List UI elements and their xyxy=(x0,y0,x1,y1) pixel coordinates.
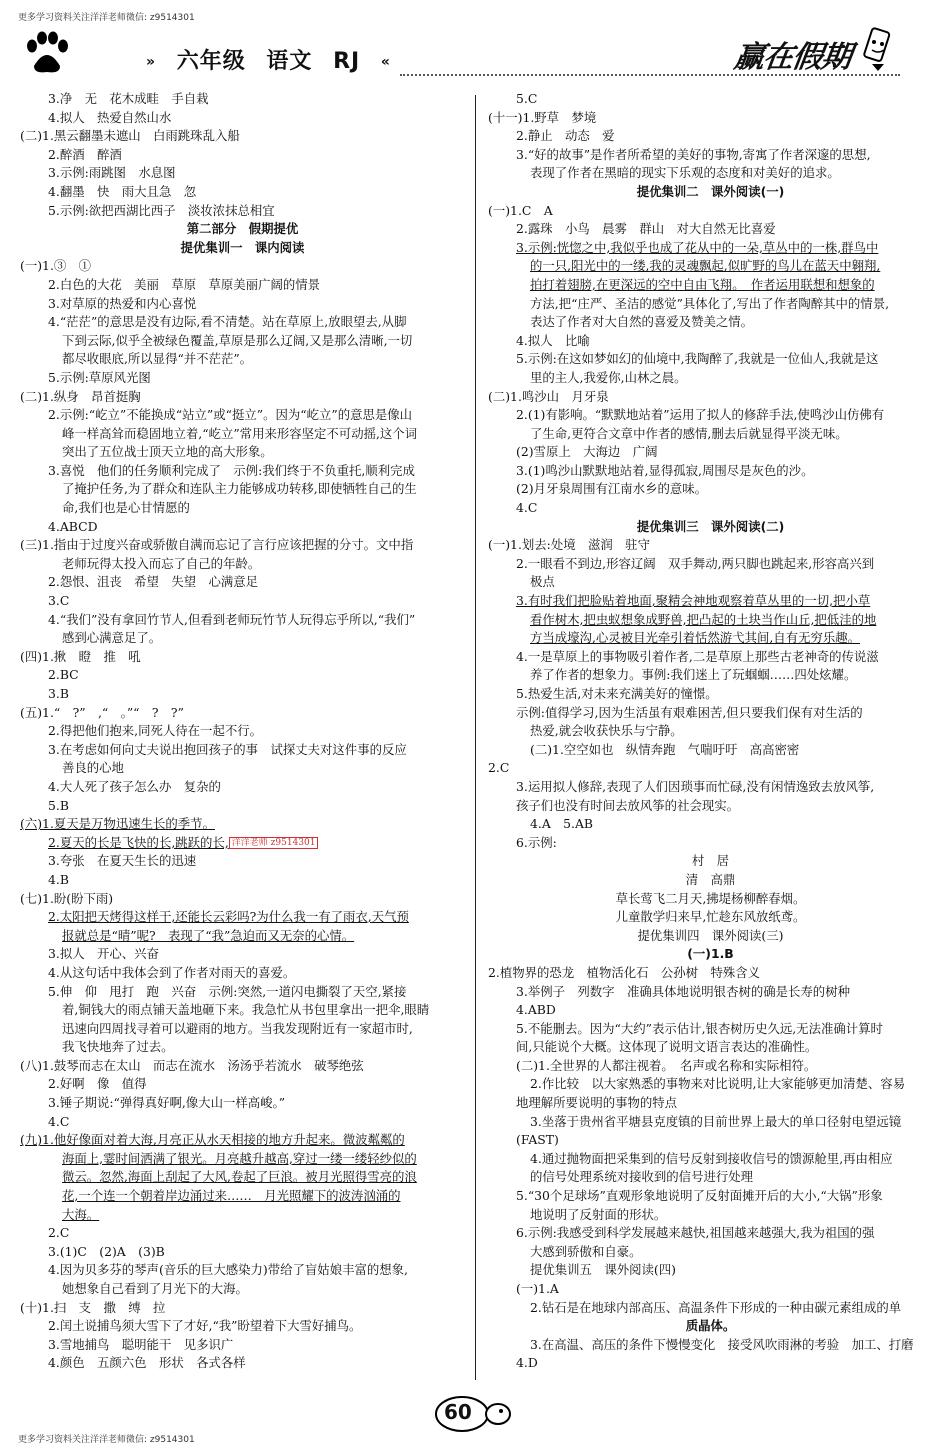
answer-line xyxy=(20,852,465,871)
answer-line xyxy=(488,1057,933,1076)
answer-text: 4.ABD xyxy=(516,1002,556,1018)
answers-left-column xyxy=(20,90,465,1373)
answer-line xyxy=(488,555,933,574)
answer-text: 3.夸张 在夏天生长的迅速 xyxy=(48,853,197,869)
answer-text: 质晶体。 xyxy=(685,1318,736,1334)
answer-text: 养了作者的想象力。事例:我们迷上了玩蝈蝈……四处炫耀。 xyxy=(530,667,857,683)
answer-text: 提优集训四 课外阅读(三) xyxy=(637,927,784,943)
answer-text: 4.A 5.AB xyxy=(530,816,594,832)
answers-right-column xyxy=(488,90,933,1373)
answer-text: 的一只,阳光中的一缕,我的灵魂飘起,似旷野的鸟儿在蓝天中翱翔, xyxy=(530,258,881,274)
answer-line xyxy=(488,1113,933,1132)
answer-text: 村 居 xyxy=(691,853,730,869)
answer-text: 2.白色的大花 美丽 草原 草原美丽广阔的情景 xyxy=(48,276,321,292)
answer-line xyxy=(488,871,933,890)
answer-text: (十一)1.野草 梦境 xyxy=(488,109,597,125)
answer-text: 峰一样高耸而稳固地立着,“屹立”常用来形容坚定不可动摇,这个词 xyxy=(62,425,418,441)
page-header xyxy=(0,22,950,82)
pencil-mascot-icon xyxy=(858,24,898,72)
answer-text: 她想象自己看到了月光下的大海。 xyxy=(62,1281,248,1296)
answer-line xyxy=(488,741,933,760)
answer-text: 提优集训三 课外阅读(二) xyxy=(636,518,785,534)
answer-text: 2.醉酒 醉酒 xyxy=(48,146,122,162)
brand-logo: 赢在假期 xyxy=(732,40,853,75)
answer-line xyxy=(488,1150,933,1169)
answer-text: (二)1.全世界的人都注视着。 名声或名称和实际相符。 xyxy=(516,1057,817,1073)
answer-line xyxy=(488,332,933,351)
answer-line xyxy=(20,722,465,741)
answer-line xyxy=(20,704,465,723)
answer-text: 清 高鼎 xyxy=(685,871,736,887)
answer-text: (一)1.B xyxy=(687,946,734,962)
answer-line xyxy=(488,908,933,927)
answer-text: 4.从这句话中我体会到了作者对雨天的喜爱。 xyxy=(48,964,296,980)
answer-line xyxy=(20,257,465,276)
answer-text: 草长莺飞二月天,拂堤杨柳醉春烟。 xyxy=(615,890,806,906)
answer-line xyxy=(20,1317,465,1336)
answer-text: 3.(1)C (2)A (3)B xyxy=(48,1243,165,1259)
header-title xyxy=(140,44,397,75)
answer-text: 4.颜色 五颜六色 形状 各式各样 xyxy=(48,1355,246,1371)
answer-text: 5.示例:欲把西湖比西子 淡妆浓抹总相宜 xyxy=(48,202,275,218)
answer-line xyxy=(20,350,465,369)
answer-text: 表达了作者对大自然的喜爱及赞美之情。 xyxy=(530,314,754,330)
answer-line xyxy=(488,164,933,183)
answer-line xyxy=(488,90,933,109)
answer-text: 花,一个连一个朝着岸边涌过来…… 月光照耀下的波涛汹涌的 xyxy=(62,1188,401,1204)
answer-line xyxy=(20,1206,465,1225)
answer-text: (一)1.③ ① xyxy=(20,258,92,274)
answer-line xyxy=(20,1131,465,1150)
answer-line xyxy=(488,1280,933,1299)
answer-line xyxy=(488,629,933,648)
answer-text: 2.闰土说捕鸟须大雪下了才好,“我”盼望着下大雪好捕鸟。 xyxy=(48,1318,362,1334)
answer-line xyxy=(20,1187,465,1206)
answer-line xyxy=(488,685,933,704)
answer-line xyxy=(20,1280,465,1299)
answer-text: 4.B xyxy=(48,871,69,887)
answer-text: 方法,把“庄严、圣洁的感觉”具体化了,写出了作者陶醉其中的情景, xyxy=(530,295,890,311)
answer-text: 4.因为贝多芬的琴声(音乐的巨大感染力)带给了盲姑娘丰富的想象, xyxy=(48,1262,408,1278)
answer-line xyxy=(488,1243,933,1262)
answer-line xyxy=(488,1038,933,1057)
answer-line xyxy=(20,1057,465,1076)
answer-text: 3.净 无 花木成畦 手自栽 xyxy=(48,91,209,106)
answer-line xyxy=(20,815,465,834)
answer-text: 4.大人死了孩子怎么办 复杂的 xyxy=(48,778,221,794)
answer-text: (二)1.黑云翻墨未遮山 白雨跳珠乱入船 xyxy=(20,128,240,144)
answer-text: 2.植物界的恐龙 植物活化石 公孙树 特殊含义 xyxy=(488,964,761,980)
answer-line xyxy=(20,834,465,853)
answer-line xyxy=(488,257,933,276)
answer-text: 3.拟人 开心、兴奋 xyxy=(48,946,159,962)
answer-text: 拍打着翅膀,在更深远的空中自由飞翔。 作者运用联想和想象的 xyxy=(530,276,875,292)
answer-line xyxy=(20,443,465,462)
answer-line xyxy=(20,945,465,964)
answer-text: 3.(1)鸣沙山默默地站着,显得孤寂,周围尽是灰色的沙。 xyxy=(516,462,814,478)
answer-text: 的信号处理系统对接收到的信号进行处理 xyxy=(530,1169,754,1185)
answer-text: 3.喜悦 他们的任务顺利完成了 示例:我们终于不负重托,顺利完成 xyxy=(48,462,415,478)
answer-line xyxy=(20,592,465,611)
answer-text: 3.运用拟人修辞,表现了人们因琐事而忙碌,没有闲情逸致去放风筝, xyxy=(516,778,875,794)
answer-line xyxy=(20,499,465,518)
answer-line xyxy=(488,1020,933,1039)
answer-line xyxy=(488,276,933,295)
answer-text: 极点 xyxy=(530,574,555,590)
answer-line xyxy=(488,1001,933,1020)
answer-text: 5.示例:草原风光图 xyxy=(48,369,151,385)
answer-text: 5.示例:在这如梦如幻的仙境中,我陶醉了,我就是一位仙人,我就是这 xyxy=(516,351,879,367)
answer-line xyxy=(488,425,933,444)
answer-text: 4.ABCD xyxy=(48,518,98,534)
answer-line xyxy=(20,462,465,481)
answer-text: 3.C xyxy=(48,593,70,609)
answer-line xyxy=(488,388,933,407)
answer-line xyxy=(488,945,933,964)
answer-line xyxy=(488,1094,933,1113)
answer-line xyxy=(488,834,933,853)
answer-text: (2)雪原上 大海边 广阔 xyxy=(516,444,658,460)
answer-line xyxy=(488,890,933,909)
answer-text: 2.夏天的长是飞快的长,跳跃的长, xyxy=(48,834,229,850)
answer-text: 3.坐落于贵州省平塘县克度镇的目前世界上最大的单口径射电望远镜 xyxy=(530,1113,902,1129)
answer-line xyxy=(488,1336,933,1355)
answer-line xyxy=(20,127,465,146)
answer-text: 3.示例:雨跳图 水息图 xyxy=(48,165,176,181)
answer-line xyxy=(20,1020,465,1039)
answer-line xyxy=(20,146,465,165)
answer-line xyxy=(488,146,933,165)
answer-text: 热爱,就会收获快乐与宁静。 xyxy=(530,723,683,739)
answer-line xyxy=(488,611,933,630)
paw-icon xyxy=(22,30,72,76)
answer-line xyxy=(20,1150,465,1169)
answer-line xyxy=(488,1354,933,1373)
answer-line xyxy=(488,406,933,425)
answer-text: (三)1.指由于过度兴奋或骄傲自满而忘记了言行应该把握的分寸。文中指 xyxy=(20,537,414,553)
answer-line xyxy=(20,388,465,407)
page-number-badge xyxy=(430,1392,520,1434)
answer-line xyxy=(488,127,933,146)
answer-text: 报就总是“晴”呢? 表现了“我”急迫而又无奈的心情。 xyxy=(62,927,355,943)
answer-text: (一)1.A xyxy=(516,1281,559,1296)
answer-text: 迅速向四周找寻着可以避雨的地方。当我发现附近有一家超市时, xyxy=(62,1020,413,1036)
answer-line xyxy=(488,350,933,369)
answer-line xyxy=(20,1354,465,1373)
answer-line xyxy=(20,555,465,574)
header-subject: 语文 xyxy=(266,49,313,74)
answer-line xyxy=(488,592,933,611)
answer-text: 提优集训二 课外阅读(一) xyxy=(636,183,785,199)
answer-line xyxy=(488,778,933,797)
answer-text: 老师玩得太投入而忘了自己的年龄。 xyxy=(62,555,261,571)
answer-line xyxy=(20,90,465,109)
answer-text: 3.在考虑如何向丈夫说出抱回孩子的事 试探丈夫对这件事的反应 xyxy=(48,741,407,757)
answer-line xyxy=(488,666,933,685)
answer-line xyxy=(20,759,465,778)
answer-text: 着,铜钱大的雨点铺天盖地砸下来。我急忙从书包里拿出一把伞,眼睛 xyxy=(62,1002,430,1018)
answer-text: 下到云际,似乎全被绿色覆盖,草原是那么辽阔,又是那么清晰,一切 xyxy=(62,332,413,348)
answer-line xyxy=(20,629,465,648)
answer-text: 命,我们也是心甘情愿的 xyxy=(62,500,190,516)
answer-line xyxy=(488,648,933,667)
header-grade: 六年级 xyxy=(176,49,246,74)
answer-line xyxy=(20,276,465,295)
answer-line xyxy=(20,1261,465,1280)
answer-line xyxy=(488,295,933,314)
answer-line xyxy=(488,518,933,537)
answer-line xyxy=(488,462,933,481)
answer-line xyxy=(20,295,465,314)
answer-line xyxy=(488,1168,933,1187)
column-divider xyxy=(475,95,476,1380)
answer-line xyxy=(488,1131,933,1150)
answer-line xyxy=(20,778,465,797)
answer-line xyxy=(20,611,465,630)
answer-line xyxy=(20,406,465,425)
answer-line xyxy=(20,666,465,685)
watermark-bottom: 更多学习资料关注洋洋老师微信: z9514301 xyxy=(18,1435,195,1445)
answer-text: 地说明了反射面的形状。 xyxy=(530,1206,667,1222)
answer-text: 看作树木,把虫蚁想象成野兽,把凸起的土块当作山丘,把低洼的地 xyxy=(530,611,877,627)
answer-text: 2.太阳把天烤得这样干,还能长云彩吗?为什么我一有了雨衣,天气预 xyxy=(48,909,409,925)
answer-text: 3.示例:恍惚之中,我似乎也成了花从中的一朵,草丛中的一株,群鸟中 xyxy=(516,239,879,255)
answer-line xyxy=(20,685,465,704)
answer-line xyxy=(20,202,465,221)
answer-text: 了掩护任务,为了群众和连队主力能够成功转移,即使牺牲自己的生 xyxy=(62,481,417,497)
answer-text: 2.静止 动态 爱 xyxy=(516,128,615,144)
answer-line xyxy=(488,964,933,983)
answer-line xyxy=(488,313,933,332)
answer-text: 大感到骄傲和自豪。 xyxy=(530,1243,642,1259)
answer-text: 突出了五位战士顶天立地的高大形象。 xyxy=(62,444,273,460)
answer-line xyxy=(20,1224,465,1243)
answer-line xyxy=(488,369,933,388)
answer-text: 儿童散学归来早,忙趁东风放纸鸢。 xyxy=(615,909,806,925)
answer-line xyxy=(20,908,465,927)
answer-text: 4.C xyxy=(516,500,538,516)
page-number: 60 xyxy=(444,1400,472,1424)
answer-text: (FAST) xyxy=(516,1132,559,1148)
answer-line xyxy=(20,1001,465,1020)
answer-line xyxy=(488,852,933,871)
answer-line xyxy=(20,1094,465,1113)
answer-text: (一)1.划去:处境 滋润 驻守 xyxy=(488,537,650,553)
answer-line xyxy=(20,648,465,667)
answer-text: 2.C xyxy=(488,760,510,776)
answer-text: (2)月牙泉周围有江南水乡的意味。 xyxy=(516,481,708,497)
answer-text: 3.锤子期说:“弹得真好啊,像大山一样高峻。” xyxy=(48,1095,286,1111)
answer-line xyxy=(20,425,465,444)
answer-text: 里的主人,我爱你,山林之晨。 xyxy=(530,369,687,385)
answer-line xyxy=(488,1317,933,1336)
answer-text: 大海。 xyxy=(62,1206,100,1222)
answer-text: 提优集训五 课外阅读(四) xyxy=(530,1262,676,1278)
answer-text: 2.露珠 小鸟 晨雾 群山 对大自然无比喜爱 xyxy=(516,221,776,237)
answer-text: 了生命,更符合文章中作者的感情,删去后就显得平淡无味。 xyxy=(530,425,848,441)
answer-text: 2.BC xyxy=(48,667,79,683)
double-arrow-right-icon: » xyxy=(146,54,157,70)
answer-text: 3.举例子 列数字 准确具体地说明银杏树的确是长寿的树种 xyxy=(516,983,850,999)
answer-line xyxy=(20,797,465,816)
answer-text: (九)1.他好像面对着大海,月亮正从水天相接的地方升起来。微波粼粼的 xyxy=(20,1132,405,1148)
answer-line xyxy=(488,927,933,946)
answer-text: 6.示例: xyxy=(516,834,557,850)
answer-line xyxy=(20,220,465,239)
answer-line xyxy=(488,815,933,834)
answer-text: (四)1.揪 瞪 推 吼 xyxy=(20,648,141,664)
answer-text: (七)1.盼(盼下雨) xyxy=(20,890,114,906)
watermark-top: 更多学习资料关注洋洋老师微信: z9514301 xyxy=(18,13,195,23)
answer-line xyxy=(20,1113,465,1132)
answer-line xyxy=(488,759,933,778)
answer-line xyxy=(488,704,933,723)
answer-text: 地理解所要说明的事物的特点 xyxy=(516,1095,678,1111)
answer-line xyxy=(20,1075,465,1094)
answer-text: 5.热爱生活,对未来充满美好的憧憬。 xyxy=(516,686,718,701)
answer-text: 都尽收眼底,所以显得“并不茫茫”。 xyxy=(62,351,253,367)
header-edition: RJ xyxy=(333,49,361,74)
answer-line xyxy=(488,443,933,462)
answer-line xyxy=(20,1038,465,1057)
answer-text: 2.(1)有影响。“默默地站着”运用了拟人的修辞手法,使鸣沙山仿佛有 xyxy=(516,407,885,423)
answer-text: 3.雪地捕鸟 聪明能干 见多识广 xyxy=(48,1336,234,1352)
answer-line xyxy=(20,109,465,128)
answer-line xyxy=(20,1299,465,1318)
header-divider xyxy=(400,74,900,76)
answer-text: 3.有时我们把脸贴着地面,聚精会神地观察着草丛里的一切,把小草 xyxy=(516,593,871,609)
answer-line xyxy=(20,480,465,499)
answer-text: (十)1.扫 支 撒 缚 拉 xyxy=(20,1299,166,1315)
answer-line xyxy=(488,202,933,221)
answer-line xyxy=(488,239,933,258)
answer-line xyxy=(488,183,933,202)
answer-line xyxy=(488,1206,933,1225)
answer-line xyxy=(20,983,465,1002)
answer-text: 4.“茫茫”的意思是没有边际,看不清楚。站在草原上,放眼望去,从脚 xyxy=(48,314,407,330)
answer-text: (一)1.C A xyxy=(488,202,553,218)
answer-line xyxy=(488,499,933,518)
answer-text: 善良的心地 xyxy=(62,760,124,776)
answer-line xyxy=(20,1336,465,1355)
answer-text: 提优集训一 课内阅读 xyxy=(180,239,305,255)
answer-line xyxy=(20,927,465,946)
answer-text: 我飞快地奔了过去。 xyxy=(62,1039,174,1055)
answer-text: 孩子们也没有时间去放风筝的社会现实。 xyxy=(516,797,740,813)
answer-text: 2.得把他们抱来,同死人待在一起不行。 xyxy=(48,723,263,739)
answer-text: 2.示例:“屹立”不能换成“站立”或“挺立”。因为“屹立”的意思是像山 xyxy=(48,407,413,423)
answer-text: 3.在高温、高压的条件下慢慢变化 接受风吹雨淋的考验 加工、打磨 xyxy=(530,1336,914,1352)
answer-text: (六)1.夏天是万物迅速生长的季节。 xyxy=(20,816,215,832)
answer-text: 2.C xyxy=(48,1225,70,1241)
answer-text: 4.C xyxy=(48,1113,70,1129)
answer-text: 5.“30个足球场”直观形象地说明了反射面摊开后的大小,“大锅”形象 xyxy=(516,1188,883,1204)
answer-line xyxy=(488,1299,933,1318)
answer-text: 微云。忽然,海面上刮起了大风,卷起了巨浪。被月光照得雪亮的浪 xyxy=(62,1169,417,1185)
answer-line xyxy=(20,871,465,890)
answer-text: (二)1.纵身 昂首挺胸 xyxy=(20,388,141,404)
answer-line xyxy=(20,573,465,592)
answer-line xyxy=(488,1224,933,1243)
answer-line xyxy=(20,536,465,555)
answer-text: 4.拟人 比喻 xyxy=(516,332,590,348)
answer-text: 2.一眼看不到边,形容辽阔 双手舞动,两只脚也跳起来,形容高兴到 xyxy=(516,555,875,571)
answer-text: 3.对草原的热爱和内心喜悦 xyxy=(48,295,197,311)
answer-line xyxy=(20,239,465,258)
answer-line xyxy=(488,220,933,239)
answer-text: (二)1.空空如也 纵情奔跑 气喘吁吁 高高密密 xyxy=(530,741,800,757)
answer-line xyxy=(488,1261,933,1280)
answer-text: 5.伸 仰 甩打 跑 兴奋 示例:突然,一道闪电撕裂了天空,紧接 xyxy=(48,983,407,999)
answer-text: (二)1.鸣沙山 月牙泉 xyxy=(488,388,609,404)
double-arrow-left-icon: « xyxy=(380,54,391,70)
answer-text: 2.钻石是在地球内部高压、高温条件下形成的一种由碳元素组成的单 xyxy=(530,1299,902,1315)
answer-line xyxy=(20,369,465,388)
answer-text: 2.怨恨、沮丧 希望 失望 心满意足 xyxy=(48,574,259,590)
answer-text: 4.拟人 热爱自然山水 xyxy=(48,109,172,125)
answer-line xyxy=(20,1168,465,1187)
answer-line xyxy=(488,983,933,1002)
answer-text: 4.“我们”没有拿回竹节人,但看到老师玩竹节人玩得忘乎所以,“我们” xyxy=(48,611,416,627)
answer-line xyxy=(20,313,465,332)
answer-line xyxy=(488,536,933,555)
answer-text: 4.通过抛物面把采集到的信号反射到接收信号的馈源舱里,再由相应 xyxy=(530,1150,893,1166)
answer-line xyxy=(488,1075,933,1094)
answer-line xyxy=(20,518,465,537)
answer-line xyxy=(20,1243,465,1262)
answer-text: 4.一是草原上的事物吸引着作者,二是草原上那些古老神奇的传说滋 xyxy=(516,648,879,664)
answer-line xyxy=(20,164,465,183)
answer-text: 海面上,霎时间洒满了银光。月亮越升越高,穿过一缕一缕轻纱似的 xyxy=(62,1150,417,1166)
answer-text: 间,只能说个大概。这体现了说明文语言表达的准确性。 xyxy=(516,1039,818,1055)
answer-text: 感到心满意足了。 xyxy=(62,630,162,646)
answer-line xyxy=(488,109,933,128)
answer-text: 2.作比较 以大家熟悉的事物来对比说明,让大家能够更加清楚、容易 xyxy=(530,1076,906,1092)
answer-text: (八)1.鼓琴而志在太山 而志在流水 汤汤乎若流水 破琴绝弦 xyxy=(20,1057,364,1073)
answer-text: 3.“好的故事”是作者所希望的美好的事物,寄寓了作者深邃的思想, xyxy=(516,146,871,162)
answer-text: 方当成壕沟,心灵被目光牵引着恬然游弋其间,自有无穷乐趣。 xyxy=(530,630,861,646)
answer-text: (五)1.“ ?” ,“ 。”“ ? ?” xyxy=(20,704,184,720)
answer-line xyxy=(20,890,465,909)
red-stamp: 洋洋老师 z9514301 xyxy=(229,837,319,849)
answer-text: 5.C xyxy=(516,91,538,106)
answer-text: 第二部分 假期提优 xyxy=(186,221,299,237)
answer-line xyxy=(488,573,933,592)
answer-text: 3.B xyxy=(48,686,69,701)
answer-line xyxy=(488,797,933,816)
answer-line xyxy=(20,183,465,202)
answer-text: 4.翻墨 快 雨大且急 忽 xyxy=(48,183,197,199)
answer-text: 5.B xyxy=(48,797,69,813)
answer-text: 示例:值得学习,因为生活虽有艰难困苦,但只要我们保有对生活的 xyxy=(516,704,863,720)
answer-line xyxy=(20,741,465,760)
answer-text: 4.D xyxy=(516,1355,538,1371)
answer-text: 表现了作者在黑暗的现实下乐观的态度和对美好的追求。 xyxy=(530,165,840,181)
answer-line xyxy=(488,722,933,741)
answer-text: 6.示例:我感受到科学发展越来越快,祖国越来越强大,我为祖国的强 xyxy=(516,1225,875,1241)
answer-line xyxy=(20,332,465,351)
answer-line xyxy=(488,480,933,499)
answer-text: 2.好啊 像 值得 xyxy=(48,1076,147,1092)
answer-text: 5.不能删去。因为“大约”表示估计,银杏树历史久远,无法准确计算时 xyxy=(516,1020,883,1036)
answer-line xyxy=(20,964,465,983)
answer-line xyxy=(488,1187,933,1206)
